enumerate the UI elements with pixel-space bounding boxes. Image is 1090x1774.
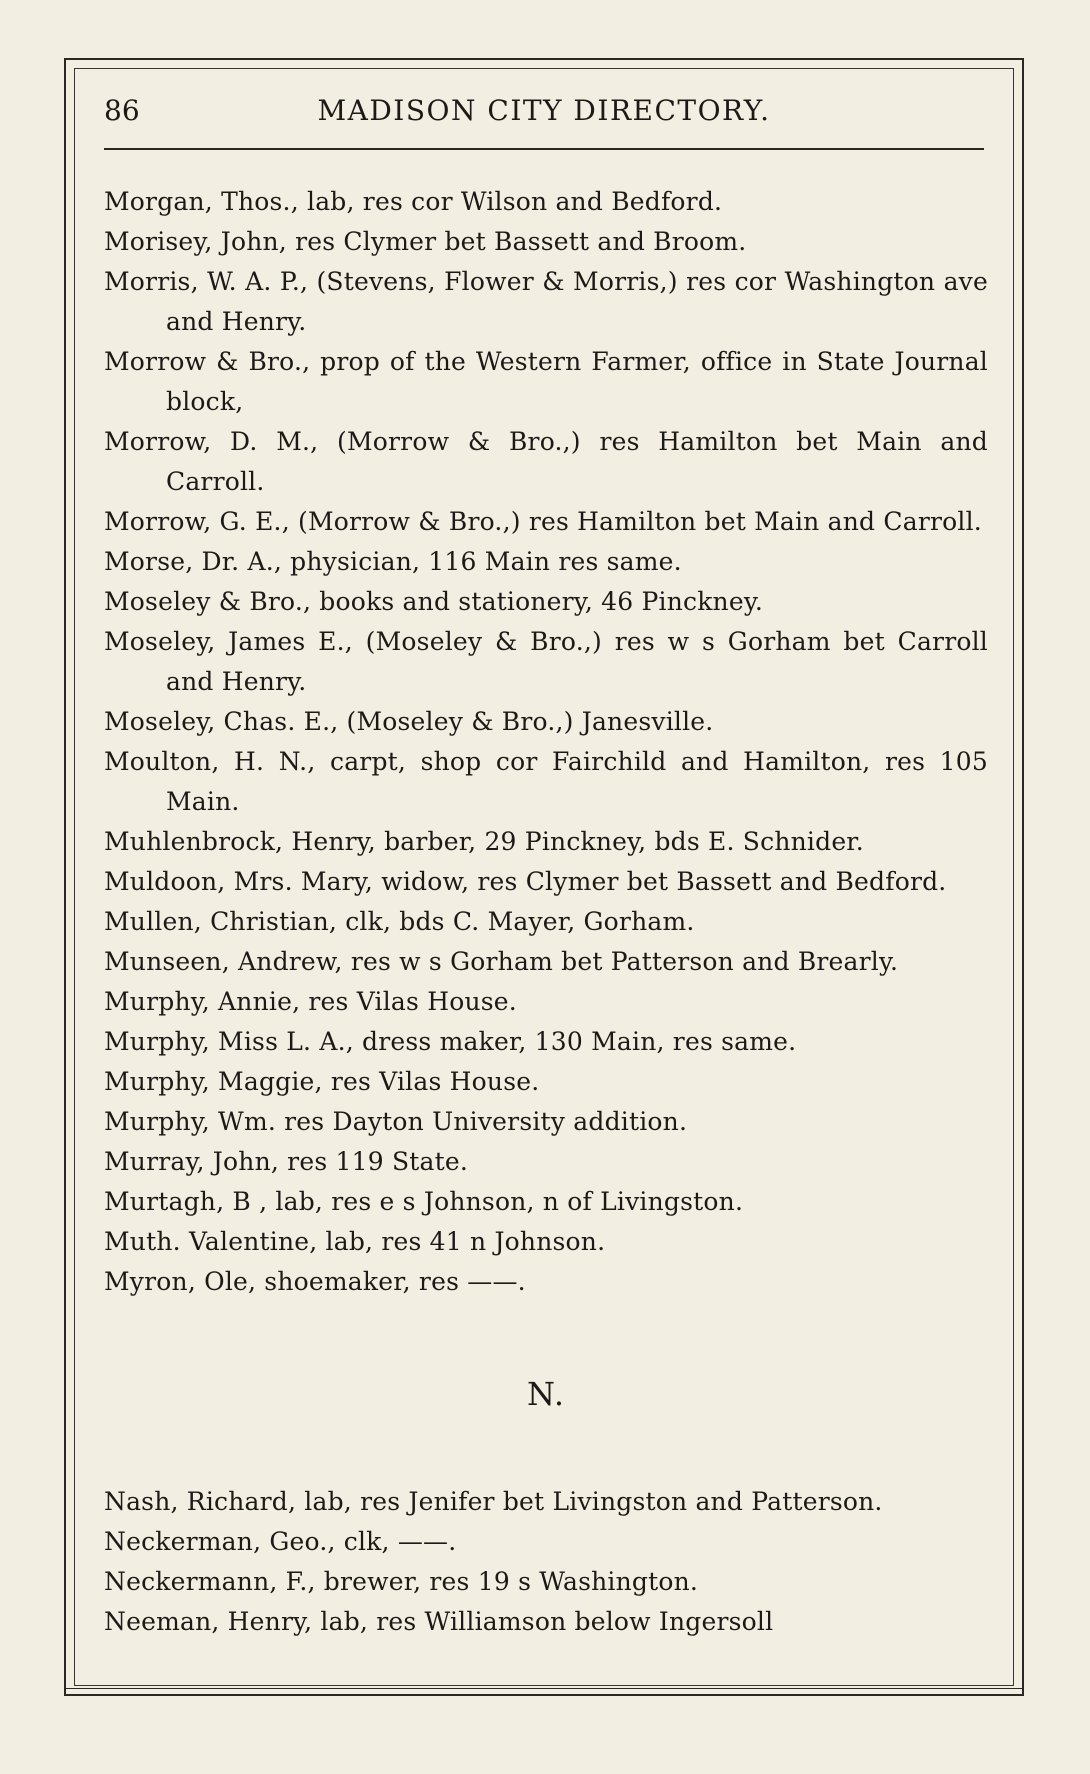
directory-entry: Morrow & Bro., prop of the Western Farmer, office in State Journal block, [104,347,988,416]
directory-entry: Murphy, Miss L. A., dress maker, 130 Main, res same. [104,1027,797,1056]
directory-entry: Morrow, G. E., (Morrow & Bro.,) res Hamilton bet Main and Carroll. [104,507,982,536]
directory-entry: Neckermann, F., brewer, res 19 s Washington. [104,1567,699,1596]
directory-entry: Murphy, Annie, res Vilas House. [104,987,517,1016]
directory-entry: Morrow, D. M., (Morrow & Bro.,) res Hamilton bet Main and Carroll. [104,427,988,496]
directory-entry: Morris, W. A. P., (Stevens, Flower & Morris,) res cor Washington ave and Henry. [104,267,988,336]
directory-entry: Moulton, H. N., carpt, shop cor Fairchild and Hamilton, res 105 Main. [104,747,988,816]
directory-entry: Mullen, Christian, clk, bds C. Mayer, Gorham. [104,907,695,936]
directory-entry: Moseley, James E., (Moseley & Bro.,) res w s Gorham bet Carroll and Henry. [104,627,988,696]
directory-entries [104,182,988,1642]
directory-entry: Murphy, Maggie, res Vilas House. [104,1067,540,1096]
directory-entry: Munseen, Andrew, res w s Gorham bet Patterson and Brearly. [104,947,899,976]
header-rule [104,148,984,150]
directory-entry: Morgan, Thos., lab, res cor Wilson and Bedford. [104,187,723,216]
directory-entry: Murtagh, B , lab, res e s Johnson, n of Livingston. [104,1187,744,1216]
directory-entry: Muldoon, Mrs. Mary, widow, res Clymer bet Bassett and Bedford. [104,867,947,896]
page-number: 86 [104,94,140,127]
directory-entry: Neckerman, Geo., clk, ——. [104,1527,457,1556]
directory-entry: Neeman, Henry, lab, res Williamson below Ingersoll [104,1607,774,1636]
directory-entry: Morisey, John, res Clymer bet Bassett and Broom. [104,227,747,256]
page-header [104,94,984,134]
directory-entry: Moseley, Chas. E., (Moseley & Bro.,) Janesville. [104,707,714,736]
directory-entry: Murphy, Wm. res Dayton University addition. [104,1107,688,1136]
directory-entry: Myron, Ole, shoemaker, res ——. [104,1267,526,1296]
section-heading-letter: N. [526,1375,566,1413]
directory-entry: Nash, Richard, lab, res Jenifer bet Livingston and Patterson. [104,1487,883,1516]
directory-entry: Moseley & Bro., books and stationery, 46 Pinckney. [104,587,763,616]
directory-entry: Morse, Dr. A., physician, 116 Main res same. [104,547,682,576]
directory-entry: Muth. Valentine, lab, res 41 n Johnson. [104,1227,606,1256]
directory-entry: Muhlenbrock, Henry, barber, 29 Pinckney, bds E. Schnider. [104,827,864,856]
directory-entry: Murray, John, res 119 State. [104,1147,469,1176]
footer-rule [64,1688,1024,1689]
running-title: MADISON CITY DIRECTORY. [317,94,771,127]
